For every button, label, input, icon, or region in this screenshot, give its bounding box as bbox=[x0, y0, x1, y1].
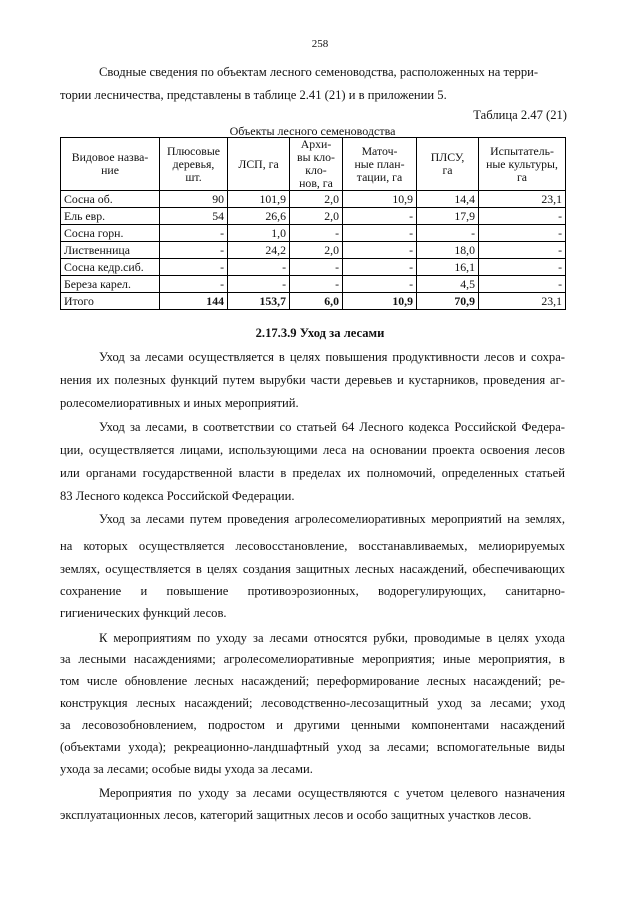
plus-trees-value: 90 bbox=[160, 191, 228, 208]
paragraph-4-line: том числе обновление лесных насаждений; переформирование лесных насаждений; ре- bbox=[60, 674, 565, 688]
paragraph-3-line: сохранение и повышение противоэрозионных, водорегулирующих, санитарно- bbox=[60, 584, 565, 598]
paragraph-2-line: 83 Лесного кодекса Российской Федерации. bbox=[60, 489, 295, 503]
paragraph-2-line: ции, осуществляется лицами, использующими леса на основании проекта освоения лесов bbox=[60, 443, 565, 457]
mother-plantations-total: 10,9 bbox=[343, 293, 417, 310]
clone-archives-value: 2,0 bbox=[290, 242, 343, 259]
paragraph-3-line: на которых осуществляется лесовосстановление, восстанавливаемых, мелиорируемых bbox=[60, 539, 565, 553]
species-name: Ель евр. bbox=[61, 208, 160, 225]
species-name: Сосна кедр.сиб. bbox=[61, 259, 160, 276]
mother-plantations-value: - bbox=[343, 225, 417, 242]
paragraph-3-line: гигиенических функций лесов. bbox=[60, 606, 227, 620]
test-cultures-value: - bbox=[479, 259, 566, 276]
page-number: 258 bbox=[311, 38, 329, 50]
clone-archives-value: 2,0 bbox=[290, 208, 343, 225]
paragraph-4-line: конструкция лесных насаждений; лесоводственно-лесозащитный уход за лесами; уход bbox=[60, 696, 565, 710]
plus-trees-value: - bbox=[160, 276, 228, 293]
plsu-value: 14,4 bbox=[417, 191, 479, 208]
test-cultures-total: 23,1 bbox=[479, 293, 566, 310]
paragraph-4-line: ухода за лесами; особые виды ухода за лесами. bbox=[60, 762, 313, 776]
clone-archives-value: - bbox=[290, 225, 343, 242]
plsu-value: 18,0 bbox=[417, 242, 479, 259]
test-cultures-value: - bbox=[479, 276, 566, 293]
total-label: Итого bbox=[61, 293, 160, 310]
test-cultures-value: 23,1 bbox=[479, 191, 566, 208]
lsp-value: - bbox=[228, 276, 290, 293]
paragraph-4-line: за лесовозобновлением, подростом и другими ценными компонентами насаждений bbox=[60, 718, 565, 732]
paragraph-1-line: ролесомелиоративных и иных мероприятий. bbox=[60, 396, 299, 410]
lsp-value: - bbox=[228, 259, 290, 276]
paragraph-5-line: эксплуатационных лесов, категорий защитных лесов и особо защитных участков лесов. bbox=[60, 808, 532, 822]
intro-line-2: тории лесничества, представлены в таблице 2.41 (21) и в приложении 5. bbox=[60, 88, 447, 102]
test-cultures-value: - bbox=[479, 208, 566, 225]
header-species: Видовое назва- ние bbox=[61, 138, 160, 191]
header-lsp: ЛСП, га bbox=[228, 138, 290, 191]
table-row bbox=[61, 208, 566, 225]
table-caption: Объекты лесного семеноводства bbox=[229, 124, 396, 138]
table-header-row bbox=[61, 138, 566, 191]
plsu-total: 70,9 bbox=[417, 293, 479, 310]
species-name: Сосна горн. bbox=[61, 225, 160, 242]
table-row bbox=[61, 259, 566, 276]
lsp-value: 24,2 bbox=[228, 242, 290, 259]
mother-plantations-value: - bbox=[343, 259, 417, 276]
plus-trees-value: - bbox=[160, 225, 228, 242]
table-row bbox=[61, 242, 566, 259]
species-name: Сосна об. bbox=[61, 191, 160, 208]
species-name: Лиственница bbox=[61, 242, 160, 259]
test-cultures-value: - bbox=[479, 225, 566, 242]
plsu-value: 16,1 bbox=[417, 259, 479, 276]
plsu-value: - bbox=[417, 225, 479, 242]
paragraph-1-line: нения их полезных функций путем вырубки части деревьев и кустарников, проведения аг- bbox=[60, 373, 565, 387]
paragraph-2-line: или органами государственной власти в пределах их полномочий, определенных статьей bbox=[60, 466, 565, 480]
paragraph-1-line: Уход за лесами осуществляется в целях повышения продуктивности лесов и сохра- bbox=[99, 350, 565, 364]
mother-plantations-value: 10,9 bbox=[343, 191, 417, 208]
paragraph-2-line: Уход за лесами, в соответствии со статьей 64 Лесного кодекса Российской Федера- bbox=[99, 420, 565, 434]
table-row bbox=[61, 191, 566, 208]
mother-plantations-value: - bbox=[343, 242, 417, 259]
header-plsu: ПЛСУ, га bbox=[417, 138, 479, 191]
clone-archives-value: - bbox=[290, 276, 343, 293]
mother-plantations-value: - bbox=[343, 276, 417, 293]
intro-line-1: Сводные сведения по объектам лесного семеноводства, расположенных на терри- bbox=[99, 65, 539, 79]
header-plus-trees: Плюсовые деревья, шт. bbox=[160, 138, 228, 191]
plus-trees-value: - bbox=[160, 259, 228, 276]
section-heading: 2.17.3.9 Уход за лесами bbox=[255, 326, 385, 340]
paragraph-4-line: (объектами ухода); рекреационно-ландшафтный уход за лесами; вспомогательные виды bbox=[60, 740, 565, 754]
paragraph-3-line: Уход за лесами путем проведения агролесомелиоративных мероприятий на землях, bbox=[99, 512, 565, 526]
mother-plantations-value: - bbox=[343, 208, 417, 225]
clone-archives-value: 2,0 bbox=[290, 191, 343, 208]
plsu-value: 4,5 bbox=[417, 276, 479, 293]
seed-objects-table bbox=[60, 137, 566, 310]
paragraph-4-line: за лесными насаждениями; агролесомелиоративные мероприятия; иные мероприятия, в bbox=[60, 652, 565, 666]
header-clone-archives: Архи- вы кло- кло- нов, га bbox=[290, 138, 343, 191]
plus-trees-total: 144 bbox=[160, 293, 228, 310]
paragraph-5-line: Мероприятия по уходу за лесами осуществляются с учетом целевого назначения bbox=[99, 786, 565, 800]
lsp-value: 1,0 bbox=[228, 225, 290, 242]
header-test-cultures: Испытатель- ные культуры, га bbox=[479, 138, 566, 191]
table-total-row bbox=[61, 293, 566, 310]
lsp-value: 26,6 bbox=[228, 208, 290, 225]
lsp-total: 153,7 bbox=[228, 293, 290, 310]
plsu-value: 17,9 bbox=[417, 208, 479, 225]
plus-trees-value: - bbox=[160, 242, 228, 259]
paragraph-4-line: К мероприятиям по уходу за лесами относятся рубки, проводимые в целях ухода bbox=[99, 631, 565, 645]
test-cultures-value: - bbox=[479, 242, 566, 259]
table-reference: Таблица 2.47 (21) bbox=[473, 108, 567, 122]
header-mother-plantations: Маточ- ные план- тации, га bbox=[343, 138, 417, 191]
plus-trees-value: 54 bbox=[160, 208, 228, 225]
paragraph-3-line: землях, осуществляется в целях создания защитных лесных насаждений, обеспечивающих bbox=[60, 562, 565, 576]
lsp-value: 101,9 bbox=[228, 191, 290, 208]
table-row bbox=[61, 276, 566, 293]
clone-archives-total: 6,0 bbox=[290, 293, 343, 310]
species-name: Береза карел. bbox=[61, 276, 160, 293]
table-row bbox=[61, 225, 566, 242]
clone-archives-value: - bbox=[290, 259, 343, 276]
